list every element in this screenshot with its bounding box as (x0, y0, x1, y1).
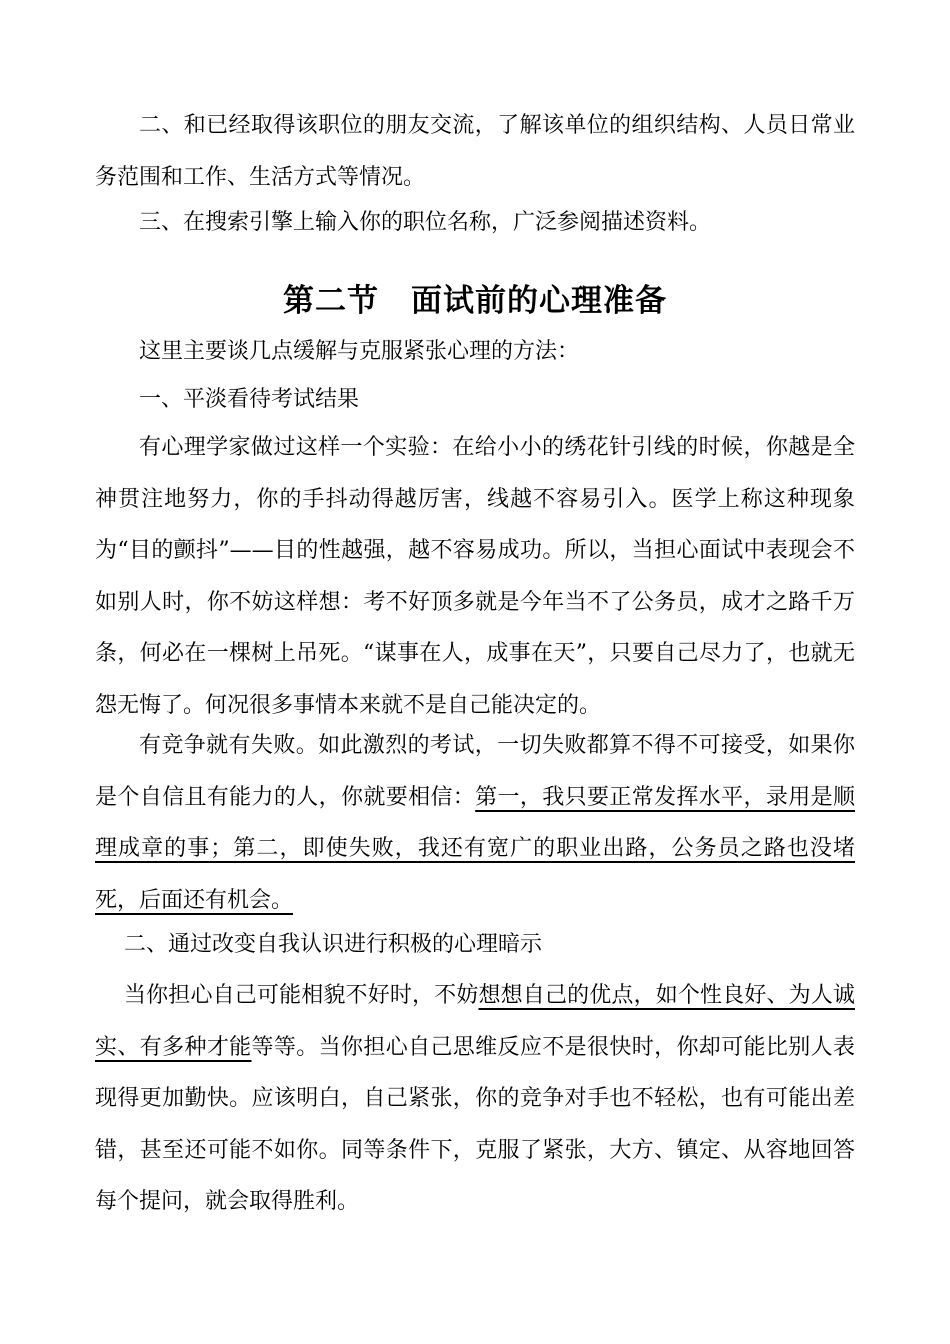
paragraph-intro: 这里主要谈几点缓解与克服紧张心理的方法： (139, 339, 580, 364)
appearance-underlined: 想想自己的优点，如个性良好、为人诚实、有多种才能 (95, 983, 855, 1060)
paragraph-search-engine: 三、在搜索引擎上输入你的职位名称，广泛参阅描述资料。 (139, 210, 712, 235)
paragraph-competition (95, 720, 855, 926)
subheading-calm-attitude: 一、平淡看待考试结果 (139, 387, 360, 412)
appearance-text-end: 等等。当你担心自己思维反应不是很快时，你却可能比别人表现得更加勤快。应该明白，自己紧张，你的竞争对手也不轻松，也有可能出差错，甚至还可能不如你。同等条件下，克服了紧张，大方、镇定、从容地回答每个提问，就会取得胜利。 (95, 1034, 855, 1214)
section-heading: 第二节 面试前的心理准备 (283, 283, 667, 319)
paragraph-experiment: 有心理学家做过这样一个实验：在给小小的绣花针引线的时候，你越是全神贯注地努力，你的手抖动得越厉害，线越不容易引入。医学上称这种现象为“目的颤抖”——目的性越强，越不容易成功。所以，当担心面试中表现会不如别人时，你不妨这样想：考不好顶多就是今年当不了公务员，成才之路千万条，何必在一棵树上吊死。“谋事在人，成事在天”，只要自己尽力了，也就无怨无悔了。何况很多事情本来就不是自己能决定的。 (95, 435, 855, 718)
paragraph-appearance (95, 970, 855, 1228)
subheading-self-suggestion: 二、通过改变自我认识进行积极的心理暗示 (124, 932, 543, 957)
paragraph-friend-exchange: 二、和已经取得该职位的朋友交流，了解该单位的组织结构、人员日常业务范围和工作、生活方式等情况。 (95, 113, 855, 190)
competition-text: 有竞争就有失败。如此激烈的考试，一切失败都算不得不可接受，如果你是个自信且有能力的人，你就要相信： (95, 733, 855, 810)
competition-underlined: 第一，我只要正常发挥水平，录用是顺理成章的事；第二，即使失败，我还有宽广的职业出路，公务员之路也没堵死，后面还有机会。 (95, 784, 855, 913)
appearance-text-start: 当你担心自己可能相貌不好时，不妨 (124, 983, 479, 1008)
